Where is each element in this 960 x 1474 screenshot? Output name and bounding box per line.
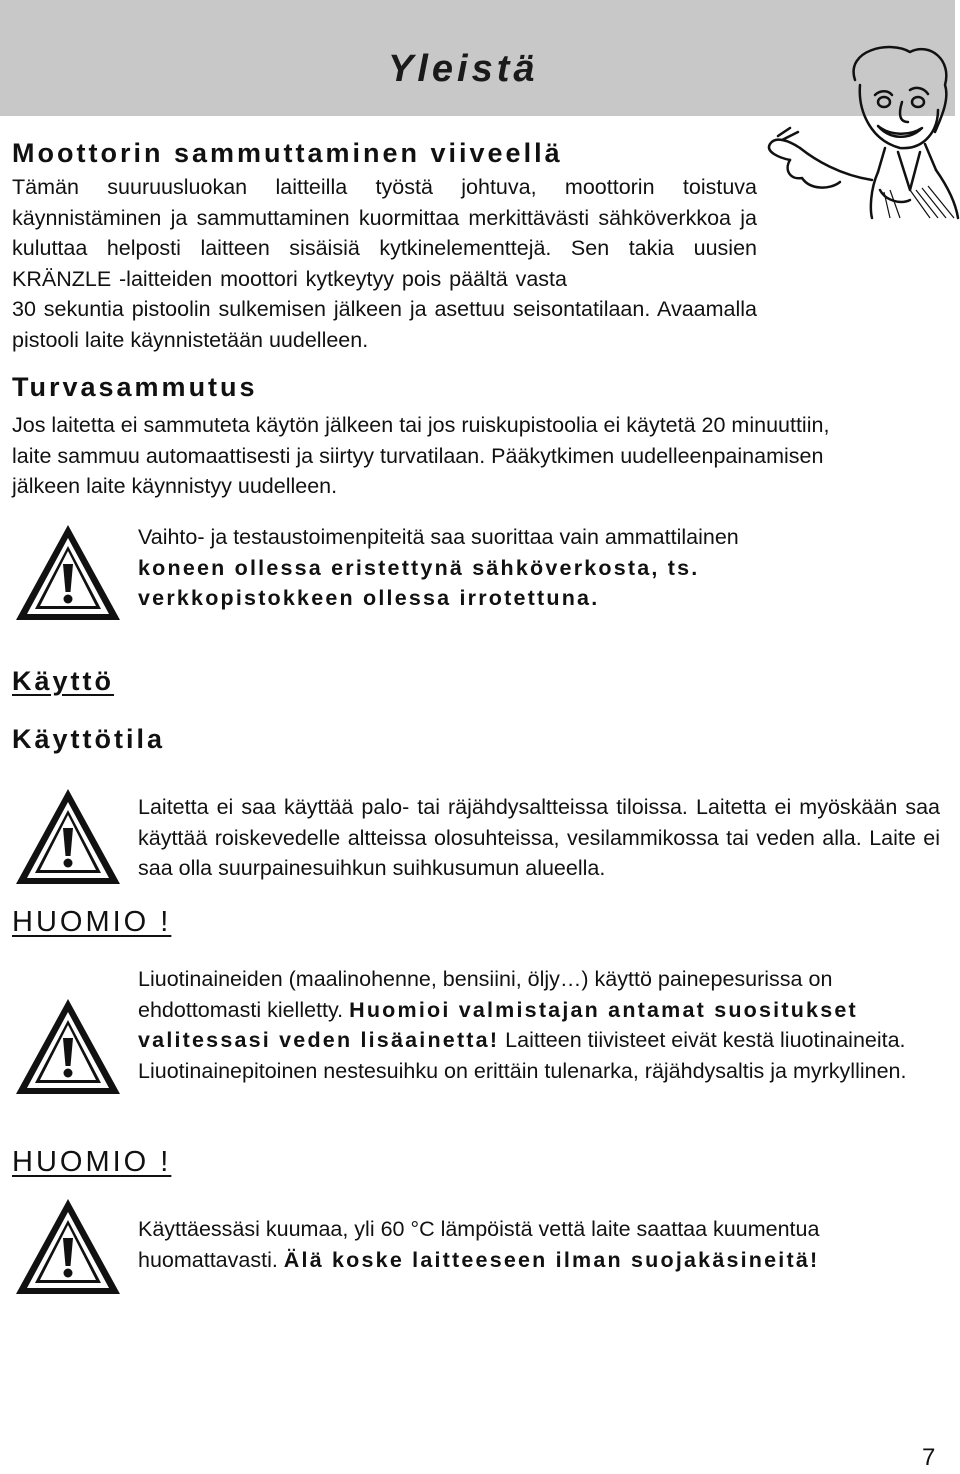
page-title: Yleistä bbox=[388, 48, 539, 90]
warning-triangle-icon bbox=[12, 786, 124, 888]
warning-2-text: Laitetta ei saa käyttää palo- tai räjähdysaltteissa tiloissa. Laitetta ei myöskään saa käyttää roiskevedelle altteissa olosuhteissa, vesilammikossa tai veden alla. Laite ei saa olla suurpainesuihkun suihkusumun alueella. bbox=[138, 795, 940, 880]
pointing-man-icon bbox=[760, 40, 960, 220]
safety-shutdown-text: Jos laitetta ei sammuteta käytön jälkeen tai jos ruiskupistoolia ei käytetä 20 minuuttiin, laite sammuu automaattisesti ja siirtyy turvatilaan. Pääkytkimen uudelleenpainamisen jälkeen laite käynnistyy uudelleen. bbox=[12, 413, 830, 498]
warning-triangle-icon bbox=[12, 522, 124, 624]
section-heading-usage: Käyttö bbox=[12, 666, 115, 696]
note-heading-2: HUOMIO ! bbox=[12, 1146, 172, 1178]
delay-shutdown-text: Tämän suuruusluokan laitteilla työstä johtuva, moottorin toistuva käynnistäminen ja sammuttaminen kuormittaa merkittävästi sähköverkkoa ja kuluttaa helposti laitteen sisäisiä kytkinelementtejä. Sen takia uusien KRÄNZLE -laitteiden moottori kytkeytyy pois päältä vasta 30 sekuntia pistoolin sulkemisen jälkeen ja asettuu seisontatilaan. Avaamalla pistooli laite käynnistetään uudelleen. bbox=[12, 175, 757, 352]
page-number: 7 bbox=[922, 1444, 936, 1471]
section-heading-safety-shutdown: Turvasammutus bbox=[12, 372, 258, 402]
note-heading-1: HUOMIO ! bbox=[12, 906, 172, 938]
warning-triangle-icon bbox=[12, 1196, 124, 1298]
section-heading-operating-mode: Käyttötila bbox=[12, 724, 166, 754]
warning-triangle-icon bbox=[12, 996, 124, 1098]
warning-3-text: Liuotinaineiden (maalinohenne, bensiini, öljy…) käyttö painepesurissa on ehdottomasti kielletty. Huomioi valmistajan antamat suositukset valitessasi veden lisäainetta! Laitteen tiivisteet eivät kestä liuotinaineita. Liuotinainepitoinen nestesuihku on erittäin tulenarka, räjähdysaltis ja myrkyllinen. bbox=[138, 967, 907, 1083]
section-heading-delay-shutdown: Moottorin sammuttaminen viiveellä bbox=[12, 138, 563, 168]
warning-4-text: Käyttäessäsi kuumaa, yli 60 °C lämpöistä vettä laite saattaa kuumentua huomattavasti. Älä koske laitteeseen ilman suojakäsineitä! bbox=[138, 1217, 820, 1272]
warning-1-text: Vaihto- ja testaustoimenpiteitä saa suorittaa vain ammattilainen koneen ollessa eristettynä sähköverkosta, ts. verkkopistokkeen ollessa irrotettuna. bbox=[138, 525, 739, 610]
